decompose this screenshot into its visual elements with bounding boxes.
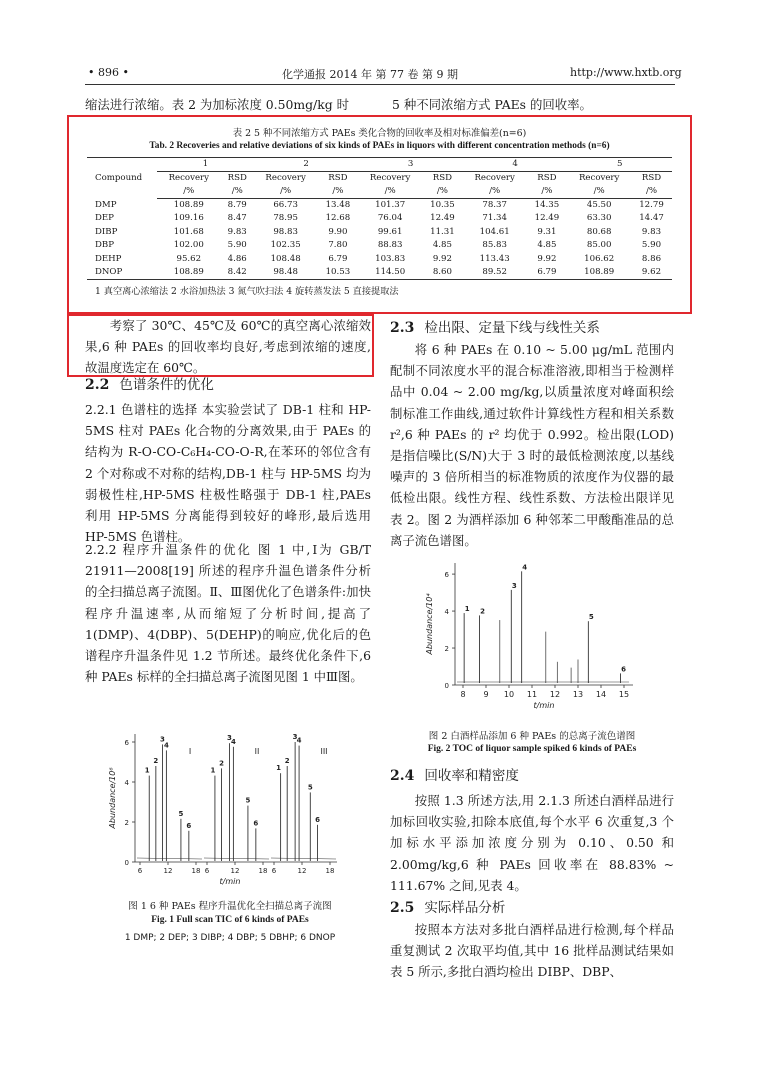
table-cell: 101.37	[375, 200, 406, 210]
x-tick-label: 6	[137, 867, 143, 875]
section-number: 2.4	[390, 768, 415, 784]
table-cell: 101.68	[173, 226, 204, 237]
peak-label: 2	[219, 759, 224, 768]
page-number: • 896 •	[88, 66, 129, 79]
paragraph-2-2-2: 2.2.2 程序升温条件的优化 图 1 中,Ⅰ为 GB/T 21911—2008[19] 所述的程序升温色谱条件分析的全扫描总离子流图。Ⅱ、Ⅲ图优化了色谱条件:加快程序升温速率,从而缩短了分析时间,提高了 1(DMP)、4(DBP)、5(DEHP)的响应,优化后的色谱程序升温条件见 1.2 节所述。最终优化条件下,6 种 PAEs 标样的全扫描总离子流图见图 1 中Ⅲ图。	[85, 542, 371, 685]
compound-name: DMP	[95, 199, 117, 210]
peak-label: 3	[292, 733, 298, 741]
col-rsd: RSD	[227, 173, 247, 183]
peak-label: 5	[178, 809, 184, 818]
journal-header: 化学通报 2014 年 第 77 卷 第 9 期	[282, 68, 458, 81]
compound-header: Compound	[87, 158, 157, 199]
x-tick-label: 12	[549, 690, 561, 699]
x-axis-label: t/min	[219, 877, 241, 886]
peak-label: 2	[480, 607, 485, 616]
table-cell: 8.42	[221, 266, 254, 280]
paragraph-2-5: 按照本方法对多批白酒样品进行检测,每个样品重复测试 2 次取平均值,其中 16 批样品测试结果如表 5 所示,多批白酒均检出 DIBP、DBP、	[390, 922, 674, 980]
table-cell: 12.49	[430, 213, 455, 224]
y-tick-label: 6	[444, 571, 449, 580]
peak-label: 3	[227, 734, 232, 743]
paragraph-2-2-1: 2.2.1 色谱柱的选择 本实验尝试了 DB-1 柱和 HP-5MS 柱对 PAEs 化合物的分离效果,由于 PAEs 的结构为 R-O-CO-C₆H₄-CO-O-R,在苯环的邻位含有 2 个对称或不对称的结构,DB-1 柱与 HP-5MS 均为弱极性柱,HP-5MS 柱极性略强于 DB-1 柱,PAEs 利用 HP-5MS 分离能得到较好的峰形,最后选用 HP-5MS 色谱柱。	[85, 402, 371, 545]
table-cell: 104.61	[479, 226, 510, 237]
table-cell: 9.92	[432, 253, 452, 264]
figure-1-caption-cn: 图 1 6 种 PAEs 程序升温优化全扫描总离子流图	[128, 901, 332, 912]
table-cell: 14.47	[639, 213, 664, 224]
col-recovery: Recovery	[265, 173, 306, 183]
table-cell: 8.86	[641, 253, 662, 264]
figure-1-legend: 1 DMP; 2 DEP; 3 DIBP; 4 DBP; 5 DBHP; 6 DNOP	[124, 933, 336, 943]
col-unit: /%	[422, 185, 463, 199]
peak-label: 3	[511, 581, 517, 590]
section-number: 2.3	[390, 320, 415, 336]
table-cell: 8.60	[422, 266, 463, 280]
peak-label: 5	[307, 783, 313, 792]
peak-label: 1	[144, 766, 150, 775]
peak-label: 6	[253, 819, 259, 828]
col-unit: /%	[317, 185, 358, 199]
table-cell: 9.62	[631, 266, 672, 280]
table-cell: 63.30	[586, 213, 612, 224]
peak-label: 4	[163, 741, 169, 750]
table-cell: 7.80	[328, 240, 348, 251]
peak-label: 6	[621, 665, 626, 674]
y-tick-label: 2	[444, 645, 449, 654]
table2-title-en: Tab. 2 Recoveries and relative deviations of six kinds of PAEs in liquors with different concentration methods (n=6)	[149, 141, 610, 151]
y-tick-label: 4	[444, 608, 449, 617]
table-cell: 98.48	[254, 266, 318, 280]
table-cell: 5.90	[227, 240, 247, 251]
col-unit: /%	[221, 185, 254, 199]
col-rsd: RSD	[641, 173, 662, 183]
peak-label: 2	[284, 757, 290, 765]
table-cell: 103.83	[375, 253, 406, 264]
figure-2-caption-cn: 图 2 白酒样品添加 6 种 PAEs 的总离子流色谱图	[428, 731, 636, 742]
table-cell: 6.79	[526, 266, 567, 280]
table2	[87, 157, 672, 297]
table-cell: 14.35	[534, 200, 560, 210]
table-cell: 71.34	[482, 213, 507, 224]
section-title: 色谱条件的优化	[119, 377, 214, 393]
table-cell: 10.53	[317, 266, 358, 280]
col-unit: /%	[358, 185, 422, 199]
col-rsd: RSD	[537, 173, 557, 183]
peak-label: 4	[230, 737, 236, 746]
table-cell: 108.89	[173, 200, 204, 210]
x-tick-label: 12	[297, 867, 307, 875]
table-cell: 4.85	[537, 240, 557, 251]
table-cell: 45.50	[586, 200, 612, 210]
table-cell: 6.79	[328, 253, 348, 264]
table2-footnote: 1 真空离心浓缩法 2 水浴加热法 3 氮气吹扫法 4 旋转蒸发法 5 直接提取法	[95, 285, 399, 297]
table-cell: 66.73	[273, 200, 298, 210]
peak-label: 1	[210, 766, 216, 775]
y-axis-label: Abundance/10⁴	[425, 593, 434, 655]
peak-label: 2	[153, 757, 159, 765]
table-row	[87, 198, 672, 212]
table-cell: 102.00	[173, 240, 204, 251]
col-unit: /%	[157, 185, 221, 199]
table-cell: 102.35	[270, 240, 301, 251]
table-cell: 12.49	[534, 213, 560, 224]
conclusion-paragraph: 考察了 30℃、45℃及 60℃的真空离心浓缩效果,6 种 PAEs 的回收率均良好,考虑到浓缩的速度,故温度选定在 60℃。	[85, 318, 371, 376]
table-cell: 80.68	[586, 226, 612, 237]
section-title: 实际样品分析	[424, 900, 506, 916]
panel-label: III	[320, 747, 328, 756]
figure-1-chart	[105, 712, 345, 894]
col-recovery: Recovery	[168, 173, 210, 183]
y-tick-label: 0	[444, 682, 449, 690]
table-cell: 5.90	[641, 240, 662, 251]
figure-2-caption-en: Fig. 2 TOC of liquor sample spiked 6 kinds of PAEs	[427, 744, 637, 754]
compound-name: DNOP	[87, 266, 157, 280]
figure-2-chart	[420, 545, 640, 720]
section-2-3-heading	[390, 317, 600, 339]
col-rsd: RSD	[328, 173, 348, 183]
top-line-left: 缩法进行浓缩。表 2 为加标浓度 0.50mg/kg 时	[85, 97, 349, 112]
col-recovery: Recovery	[578, 173, 620, 183]
table-row	[87, 239, 672, 253]
col-unit: /%	[526, 185, 567, 199]
peak-label: 1	[276, 764, 282, 773]
header-rule	[85, 84, 675, 85]
table-cell: 11.31	[430, 226, 455, 237]
table-cell: 8.47	[227, 213, 247, 224]
x-axis-label: t/min	[533, 701, 555, 710]
x-tick-label: 12	[163, 867, 173, 875]
x-tick-label: 18	[191, 867, 201, 875]
x-tick-label: 13	[572, 690, 584, 699]
x-tick-label: 6	[271, 867, 277, 875]
x-tick-label: 18	[258, 867, 268, 875]
table-cell: 9.31	[537, 226, 557, 237]
compound-name: DBP	[95, 240, 114, 251]
table-cell: 9.83	[227, 226, 247, 237]
peak-label: 4	[296, 736, 302, 745]
table-cell: 108.89	[567, 266, 631, 280]
table-cell: 106.62	[584, 253, 615, 264]
method-header: 1	[157, 158, 254, 172]
y-tick-label: 2	[124, 819, 129, 827]
x-tick-label: 9	[483, 690, 489, 699]
compound-name: DEHP	[95, 253, 122, 264]
table-cell: 88.83	[377, 240, 403, 251]
table-cell: 85.00	[586, 240, 612, 251]
section-title: 回收率和精密度	[424, 768, 519, 784]
peak-label: 1	[464, 605, 470, 614]
compound-name: DEP	[95, 213, 114, 224]
section-2-2-heading	[85, 374, 214, 396]
col-unit: /%	[567, 185, 631, 199]
section-2-4-heading	[390, 765, 519, 787]
paragraph-2-4: 按照 1.3 所述方法,用 2.1.3 所述白酒样品进行加标回收实验,扣除本底值,每个水平 6 次重复,3 个加标水平添加浓度分别为 0.10、0.50 和 2.00mg/kg,6 种 PAEs 回收率在 88.83% ~ 111.67% 之间,见表 4。	[390, 793, 674, 893]
table-cell: 108.48	[270, 253, 301, 264]
section-2-5-heading	[390, 897, 505, 919]
peak-label: 5	[588, 613, 594, 622]
table-cell: 10.35	[430, 200, 455, 210]
section-title: 检出限、定量下线与线性关系	[424, 320, 600, 336]
col-recovery: Recovery	[369, 173, 411, 183]
x-tick-label: 12	[230, 867, 240, 875]
panel-label: I	[188, 747, 192, 756]
table-cell: 95.62	[176, 253, 202, 264]
peak-label: 4	[522, 563, 528, 572]
y-tick-label: 0	[124, 859, 129, 867]
table2-title-cn: 表 2 5 种不同浓缩方式 PAEs 类化合物的回收率及相对标准偏差(n=6)	[232, 128, 527, 139]
method-header: 4	[463, 158, 568, 172]
table-cell: 85.83	[482, 240, 507, 251]
paragraph-2-3: 将 6 种 PAEs 在 0.10 ~ 5.00 μg/mL 范围内配制不同浓度水平的混合标准溶液,即相当于检测样品中 0.04 ~ 2.00 mg/kg,以质量浓度对峰面积绘制标准工作曲线,通过软件计算线性方程和相关系数 r²,6 种 PAEs 的 r² 均优于 0.992。检出限(LOD)是指信噪比(S/N)大于 3 时的最低检测浓度,以基线噪声的 3 倍所相当的标准物质的浓度作为仪器的最低检出限。线性方程、线性系数、方法检出限详见表 2。图 2 为酒样添加 6 种邻苯二甲酸酯准品的总离子流色谱图。	[390, 342, 674, 548]
peak-label: 6	[315, 815, 320, 824]
table-cell: 78.37	[482, 200, 507, 210]
table-cell: 9.92	[537, 253, 557, 264]
panel-label: II	[254, 747, 260, 756]
table-row	[87, 212, 672, 226]
x-tick-label: 6	[204, 867, 210, 875]
table-row	[87, 225, 672, 239]
table-cell: 12.79	[639, 200, 664, 210]
table-cell: 9.90	[328, 226, 348, 237]
table-cell: 4.86	[227, 253, 247, 264]
baseline	[204, 858, 269, 859]
journal-url: http://www.hxtb.org	[570, 66, 682, 79]
col-recovery: Recovery	[474, 173, 515, 183]
table-cell: 113.43	[479, 253, 510, 264]
method-header: 2	[254, 158, 359, 172]
compound-name: DIBP	[95, 226, 118, 237]
table-cell: 99.61	[377, 226, 403, 237]
peak-label: 6	[186, 821, 192, 830]
method-header: 3	[358, 158, 463, 172]
method-header: 5	[567, 158, 672, 172]
x-tick-label: 10	[503, 690, 515, 699]
table-cell: 4.85	[432, 240, 452, 251]
col-unit: /%	[254, 185, 318, 199]
section-number: 2.5	[390, 900, 415, 916]
table-cell: 114.50	[358, 266, 422, 280]
y-tick-label: 6	[124, 739, 129, 747]
table-cell: 12.68	[325, 213, 351, 224]
y-axis-label: Abundance/10⁶	[108, 767, 117, 829]
table2-highlight	[67, 115, 692, 314]
table-row	[87, 252, 672, 266]
table-cell: 13.48	[325, 200, 351, 210]
table-cell: 76.04	[377, 213, 403, 224]
x-tick-label: 15	[618, 690, 630, 699]
y-tick-label: 4	[124, 779, 129, 787]
col-unit: /%	[631, 185, 672, 199]
table-cell: 108.89	[157, 266, 221, 280]
figure-1-caption-en: Fig. 1 Full scan TIC of 6 kinds of PAEs	[151, 915, 309, 925]
table-cell: 9.83	[641, 226, 662, 237]
x-tick-label: 11	[526, 690, 538, 699]
baseline	[137, 858, 202, 859]
peak-label: 5	[245, 796, 251, 805]
table-cell: 8.79	[227, 200, 247, 210]
x-tick-label: 14	[595, 690, 607, 699]
col-unit: /%	[463, 185, 527, 199]
table-cell: 98.83	[273, 226, 298, 237]
top-line-right: 5 种不同浓缩方式 PAEs 的回收率。	[392, 97, 592, 112]
table-cell: 89.52	[463, 266, 527, 280]
table-row	[87, 266, 672, 280]
col-rsd: RSD	[432, 173, 453, 183]
section-number: 2.2	[85, 377, 110, 393]
x-tick-label: 18	[325, 867, 335, 875]
table-cell: 78.95	[273, 213, 298, 224]
table-cell: 109.16	[173, 213, 204, 224]
peak-label: 3	[160, 735, 165, 744]
x-tick-label: 8	[460, 690, 466, 699]
